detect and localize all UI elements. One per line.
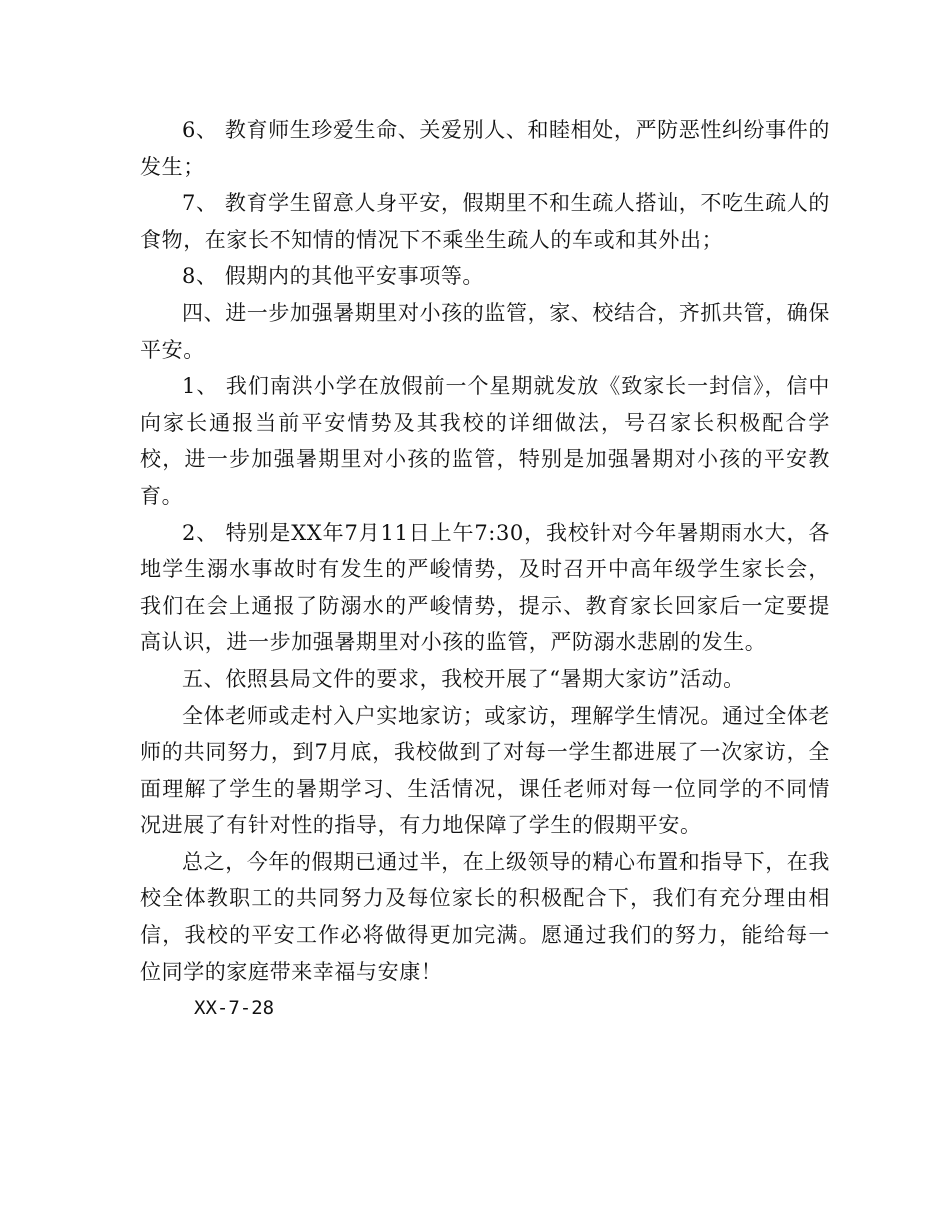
- document-date: XX-7-28: [194, 997, 275, 1020]
- section-heading-5: 五、依照县局文件的要求，我校开展了“暑期大家访”活动。: [182, 666, 745, 691]
- paragraph-item-1: 1、 我们南洪小学在放假前一个星期就发放《致家长一封信》，信中向家长通报当前平安情势及其我校的详细做法，号召家长积极配合学校，进一步加强暑期里对小孩的监管，特别是加强暑期对小孩的平安教育。: [140, 374, 830, 508]
- paragraph-home-visits: 全体老师或走村入户实地家访；或家访，理解学生情况。通过全体老师的共同努力，到7月底，我校做到了对每一学生都进展了一次家访，全面理解了学生的暑期学习、生活情况，课任老师对每一位同学的不同情况进展了有针对性的指导，有力地保障了学生的假期平安。: [140, 703, 830, 838]
- paragraph-item-2: 2、 特别是XX年7月11日上午7:30，我校针对今年暑期雨水大，各地学生溺水事故时有发生的严峻情势，及时召开中高年级学生家长会，我们在会上通报了防溺水的严峻情势，提示、教育家长回家后一定要提高认识，进一步加强暑期里对小孩的监管，严防溺水悲剧的发生。: [140, 520, 830, 655]
- paragraph-item-8: 8、 假期内的其他平安事项等。: [182, 264, 485, 289]
- paragraph-item-6: 6、 教育师生珍爱生命、关爱别人、和睦相处，严防恶性纠纷事件的发生；: [140, 118, 830, 179]
- document-body: [140, 112, 830, 1027]
- paragraph-item-7: 7、 教育学生留意人身平安，假期里不和生疏人搭讪，不吃生疏人的食物，在家长不知情的情况下不乘坐生疏人的车或和其外出；: [140, 191, 830, 252]
- paragraph-conclusion: 总之，今年的假期已通过半，在上级领导的精心布置和指导下，在我校全体教职工的共同努力及每位家长的积极配合下，我们有充分理由相信，我校的平安工作必将做得更加完满。愿通过我们的努力，能给每一位同学的家庭带来幸福与安康！: [140, 849, 830, 984]
- section-heading-4: 四、进一步加强暑期里对小孩的监管，家、校结合，齐抓共管，确保平安。: [140, 300, 830, 362]
